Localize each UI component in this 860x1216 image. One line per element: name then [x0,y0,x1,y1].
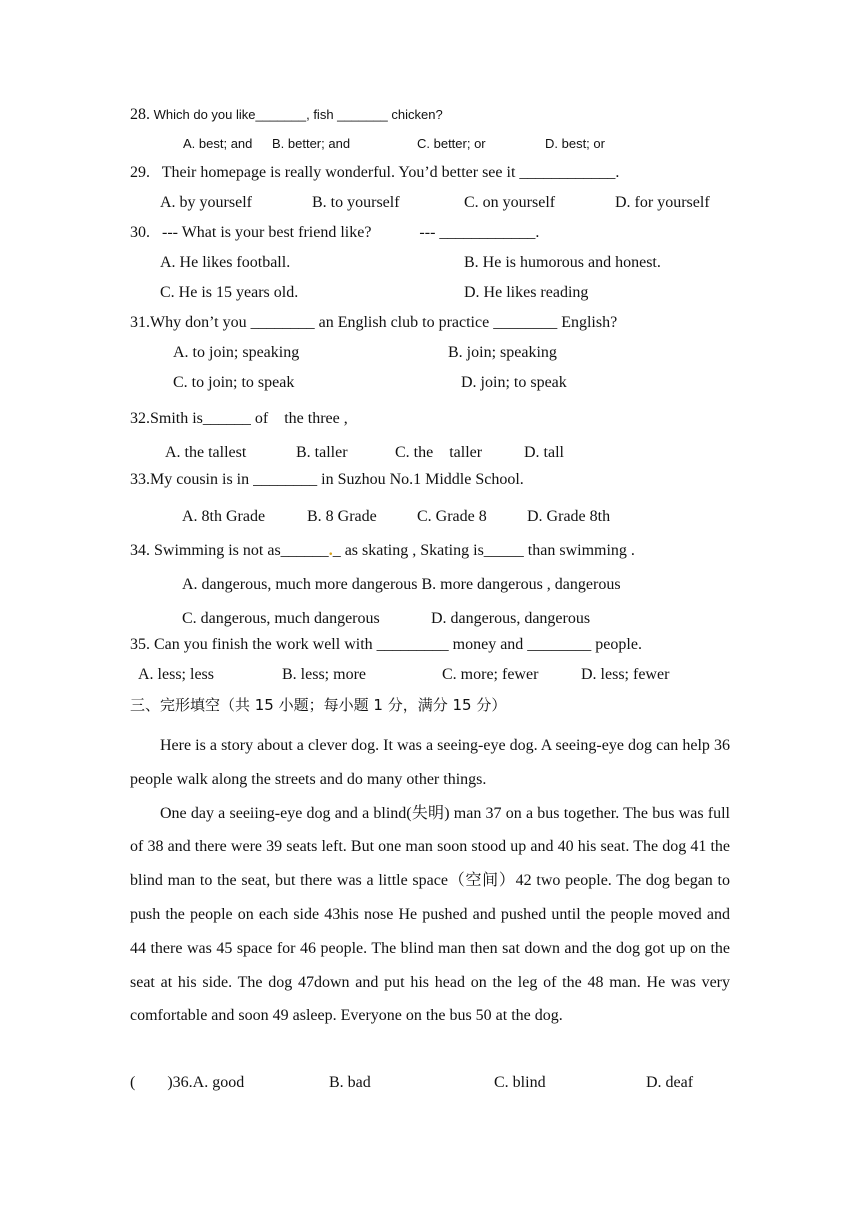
question-32-stem: 32.Smith is______ of the three , [130,410,348,427]
q30-option-d: D. He likes reading [464,284,589,301]
cloze-passage [130,729,730,1033]
q35-option-d: D. less; fewer [581,666,670,683]
q29-option-d: D. for yourself [615,194,710,211]
question-35-stem: 35. Can you finish the work well with _________ money and ________ people. [130,636,642,653]
question-29-stem: 29. Their homepage is really wonderful. You’d better see it ____________. [130,164,620,181]
q28-option-c: C. better; or [417,136,486,151]
q35-option-c: C. more; fewer [442,666,539,683]
q31-option-b: B. join; speaking [448,344,557,361]
q35-option-a: A. less; less [138,666,214,683]
q34-option-ab: A. dangerous, much more dangerous B. more dangerous , dangerous [182,576,621,593]
q29-option-a: A. by yourself [160,194,252,211]
q33-option-b: B. 8 Grade [307,508,377,525]
q30-option-c: C. He is 15 years old. [160,284,299,301]
question-31-stem: 31.Why don’t you ________ an English club to practice ________ English? [130,314,618,331]
q33-option-c: C. Grade 8 [417,508,487,525]
q33-option-a: A. 8th Grade [182,508,266,525]
q28-option-b: B. better; and [272,136,351,151]
q31-option-c: C. to join; to speak [173,374,295,391]
section-title-cloze: 三、完形填空（共 15 小题；每小题 1 分，满分 15 分） [130,696,507,714]
q34-option-d: D. dangerous, dangerous [431,610,591,627]
q31-option-a: A. to join; speaking [173,344,300,361]
q30-option-b: B. He is humorous and honest. [464,254,661,271]
q35-option-b: B. less; more [282,666,366,683]
q36-stem-option-a: ( )36.A. good [130,1074,245,1091]
passage-paragraph: Here is a story about a clever dog. It was a seeing-eye dog. A seeing-eye dog can help 36 people walk along the streets and do many other things. [130,737,730,788]
passage-paragraph: One day a seeiing-eye dog and a blind(失明) man 37 on a bus together. The bus was full of 38 and there were 39 seats left. But one man soon stood up and 40 his seat. The dog 41 the blind man to the seat, but there was a little space（空间）42 two people. The dog began to push the people on each side 43his nose He pushed and pushed until the people moved and 44 there was 45 space for 46 people. The blind man then sat down and the dog got up on the seat at his side. The dog 47down and put his head on the leg of the 48 man. He was very comfortable and soon 49 asleep. Everyone on the bus 50 at the dog. [130,804,730,1025]
question-34-stem: 34. Swimming is not as______._ as skating , Skating is_____ than swimming . [130,542,635,559]
q36-option-b: B. bad [329,1074,371,1091]
question-33-stem: 33.My cousin is in ________ in Suzhou No.1 Middle School. [130,471,524,488]
q36-option-c: C. blind [494,1074,546,1091]
q31-option-d: D. join; to speak [461,374,567,391]
q30-option-a: A. He likes football. [160,254,291,271]
q28-option-a: A. best; and [183,136,253,151]
q34-option-c: C. dangerous, much dangerous [182,610,380,627]
q28-option-d: D. best; or [545,136,605,151]
q32-option-a: A. the tallest [165,444,247,461]
q36-option-d: D. deaf [646,1074,694,1091]
q32-option-b: B. taller [296,444,348,461]
question-30-stem: 30. --- What is your best friend like? --- ____________. [130,224,540,241]
q33-option-d: D. Grade 8th [527,508,611,525]
q29-option-b: B. to yourself [312,194,400,211]
q32-option-c: C. the taller [395,444,483,461]
question-28-stem: 28. Which do you like_______, fish _______ chicken? [130,106,443,123]
q32-option-d: D. tall [524,444,564,461]
q29-option-c: C. on yourself [464,194,556,211]
